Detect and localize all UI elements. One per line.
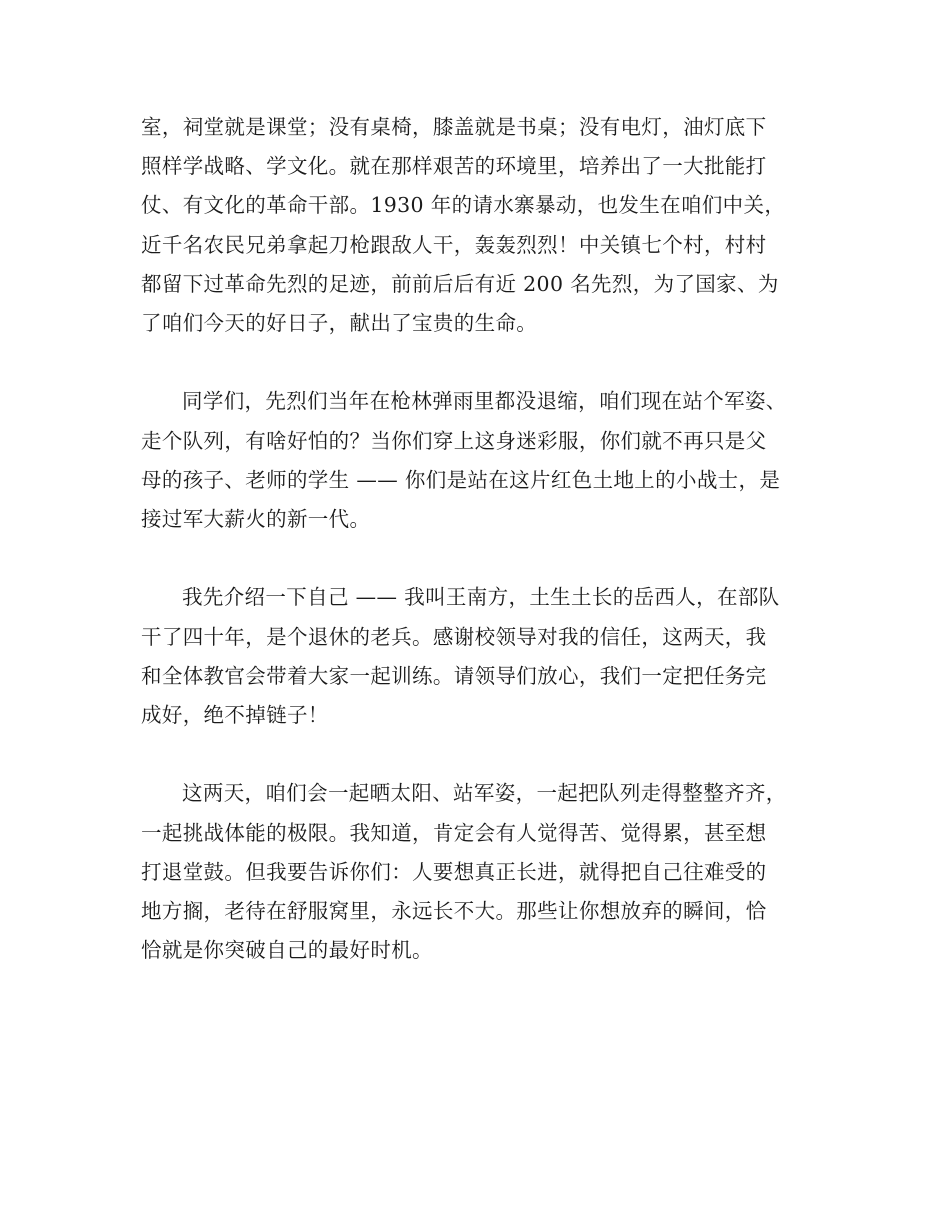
- paragraph-4: [141, 774, 809, 970]
- text-line: 同学们，先烈们当年在枪林弹雨里都没退缩，咱们现在站个军姿、: [182, 389, 787, 414]
- paragraph-2: [141, 382, 809, 539]
- text-line: 都留下过革命先烈的足迹，前前后后有近 200 名先烈，为了国家、为: [141, 271, 779, 296]
- text-line: 打退堂鼓。但我要告诉你们：人要想真正长进，就得把自己往难受的: [141, 859, 767, 884]
- paragraph-1: [141, 108, 809, 343]
- text-line: 地方搁，老待在舒服窝里，永远长不大。那些让你想放弃的瞬间，恰: [141, 899, 767, 924]
- text-line: 仗、有文化的革命干部。1930 年的请水寨暴动，也发生在咱们中关，: [141, 193, 786, 218]
- text-line: 接过军大薪火的新一代。: [141, 507, 371, 532]
- text-line: 我先介绍一下自己 —— 我叫王南方，土生土长的岳西人，在部队: [182, 585, 780, 610]
- document-body: [141, 108, 809, 1010]
- text-line: 这两天，咱们会一起晒太阳、站军姿，一起把队列走得整整齐齐，: [182, 781, 787, 806]
- text-line: 走个队列，有啥好怕的？当你们穿上这身迷彩服，你们就不再只是父: [141, 428, 767, 453]
- text-line: 恰就是你突破自己的最好时机。: [141, 938, 433, 963]
- text-line: 一起挑战体能的极限。我知道，肯定会有人觉得苦、觉得累，甚至想: [141, 820, 767, 845]
- text-line: 了咱们今天的好日子，献出了宝贵的生命。: [141, 311, 538, 336]
- text-line: 照样学战略、学文化。就在那样艰苦的环境里，培养出了一大批能打: [141, 154, 767, 179]
- text-line: 室，祠堂就是课堂；没有桌椅，膝盖就是书桌；没有电灯，油灯底下: [141, 115, 767, 139]
- text-line: 和全体教官会带着大家一起训练。请领导们放心，我们一定把任务完: [141, 663, 767, 688]
- text-line: 干了四十年，是个退休的老兵。感谢校领导对我的信任，这两天，我: [141, 624, 767, 649]
- text-line: 母的孩子、老师的学生 —— 你们是站在这片红色土地上的小战士，是: [141, 467, 781, 492]
- text-line: 成好，绝不掉链子！: [141, 703, 329, 728]
- text-line: 近千名农民兄弟拿起刀枪跟敌人干，轰轰烈烈！中关镇七个村，村村: [141, 232, 767, 257]
- paragraph-3: [141, 578, 809, 735]
